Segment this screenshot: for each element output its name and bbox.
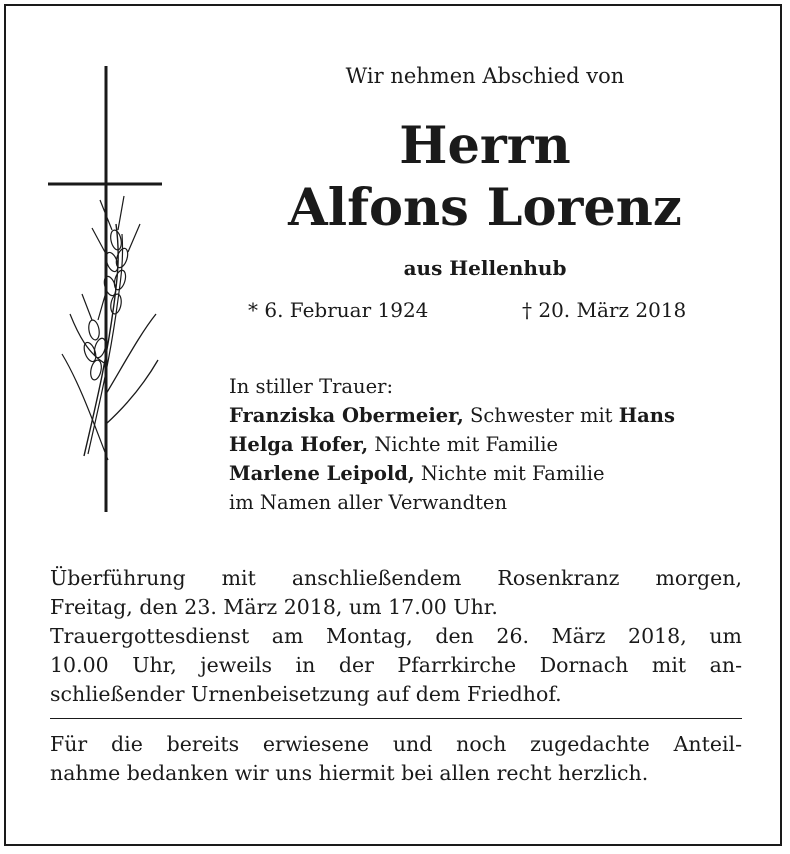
ceremony-notice	[50, 564, 742, 709]
divider	[50, 718, 742, 719]
mourners-block	[229, 372, 759, 517]
mourner-line	[229, 459, 759, 488]
mourner-line	[229, 401, 759, 430]
death-date: † 20. März 2018	[522, 298, 687, 322]
honorific: Herrn	[399, 116, 571, 176]
notice-line: schließender Urnenbeisetzung auf dem Friedhof.	[50, 682, 562, 706]
mourner-line	[229, 430, 759, 459]
mourner-name: Marlene Leipold,	[229, 462, 415, 485]
hometown: aus Hellenhub	[403, 256, 567, 280]
mourner-name: Franziska Obermeier,	[229, 404, 464, 427]
birth-date: * 6. Februar 1924	[248, 298, 429, 322]
thanks-line: nahme bedanken wir uns hiermit bei allen recht herzlich.	[50, 761, 649, 785]
mourner-relation: Schwester mit	[463, 404, 619, 427]
mourners-heading: In stiller Trauer:	[229, 375, 394, 398]
thanks-block	[50, 730, 742, 788]
cross-with-wheat-icon	[44, 64, 168, 516]
deceased-name: Alfons Lorenz	[288, 178, 682, 238]
mourner-relation: Nichte mit Familie	[368, 433, 559, 456]
notice-line: Freitag, den 23. März 2018, um 17.00 Uhr.	[50, 595, 498, 619]
mourner-name: Hans	[618, 404, 675, 427]
notice-line: 10.00 Uhr, jeweils in der Pfarrkirche Dornach mit an-	[50, 653, 742, 677]
mourners-closing: im Namen aller Verwandten	[229, 491, 508, 514]
thanks-line: Für die bereits erwiesene und noch zugedachte Anteil-	[50, 732, 742, 756]
mourner-name: Helga Hofer,	[229, 433, 369, 456]
mourner-relation: Nichte mit Familie	[414, 462, 605, 485]
notice-line: Trauergottesdienst am Montag, den 26. März 2018, um	[50, 624, 742, 648]
intro-text: Wir nehmen Abschied von	[345, 64, 625, 88]
notice-line: Überführung mit anschließendem Rosenkranz morgen,	[50, 566, 742, 590]
